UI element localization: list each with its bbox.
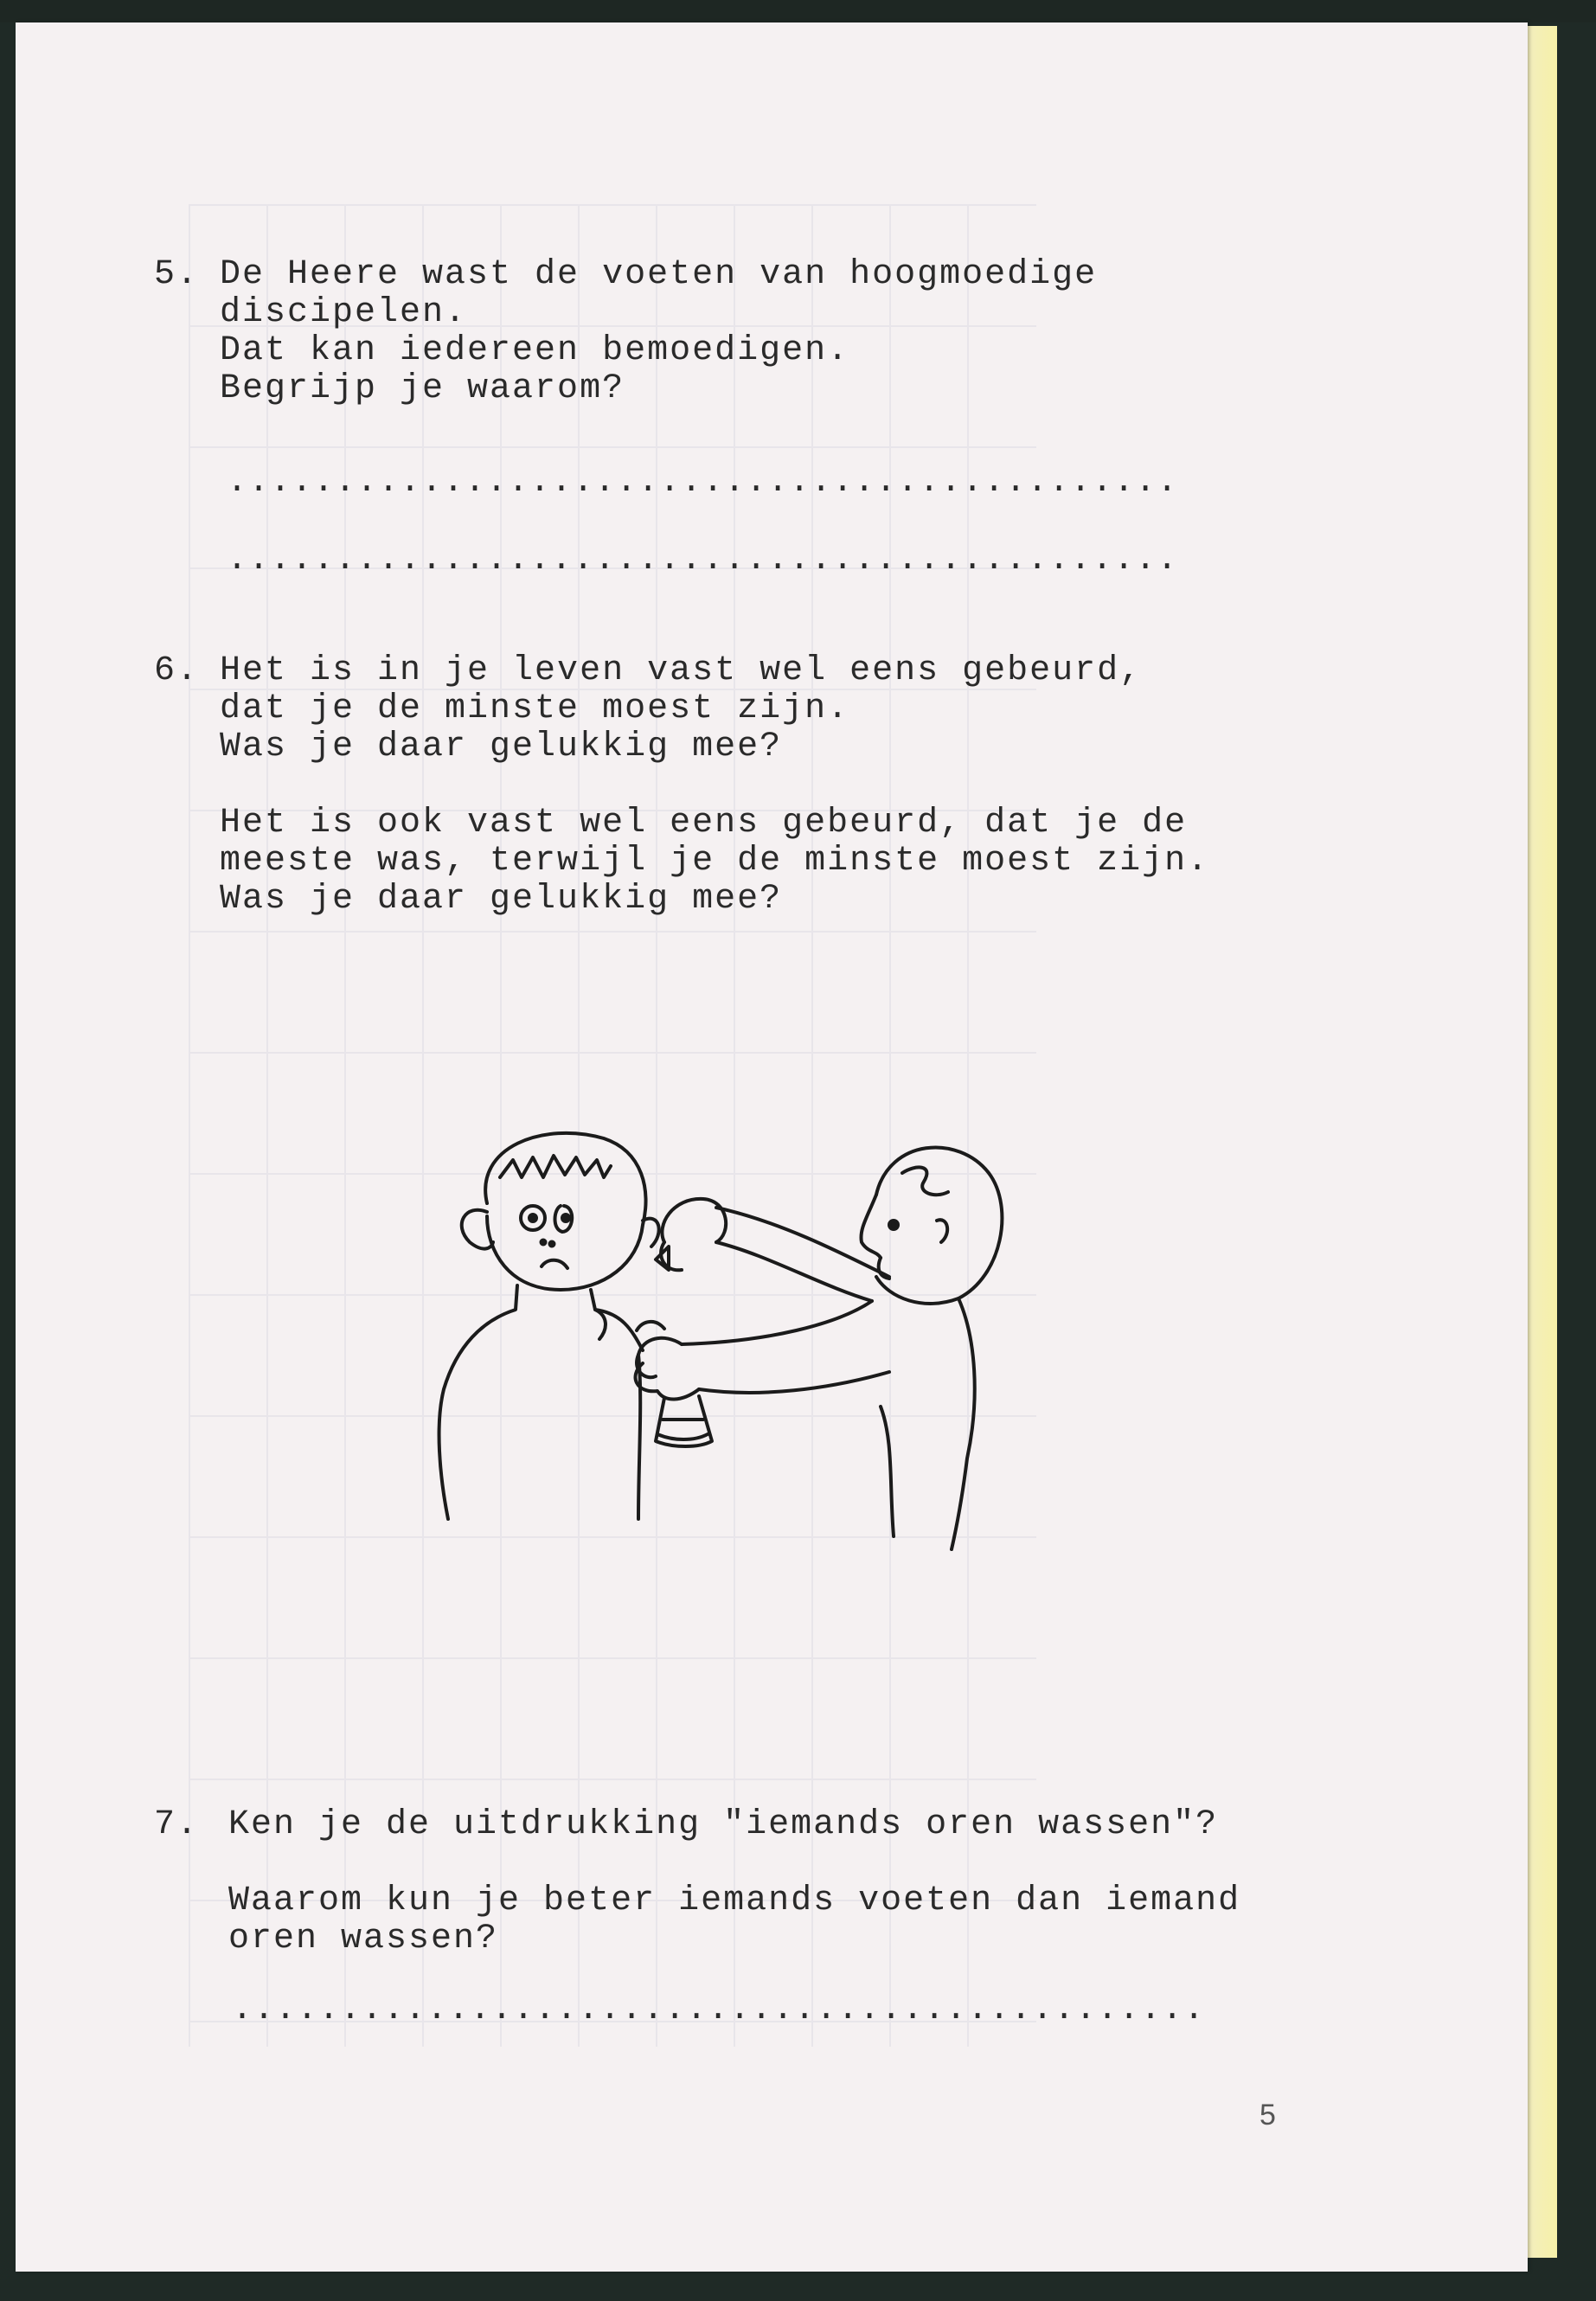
question-7-number: 7. — [154, 1805, 200, 1844]
book-binding-top — [0, 0, 1596, 22]
question-6-number: 6. — [154, 651, 200, 690]
question-5-number: 5. — [154, 255, 200, 294]
question-7-line-3: oren wassen? — [228, 1920, 499, 1958]
question-5-answer-line-2[interactable]: ............................................ — [227, 541, 1179, 580]
question-6-line-2: dat je de minste moest zijn. — [220, 689, 850, 728]
children-ear-washing-illustration — [405, 1112, 1062, 1597]
question-7-answer-line[interactable]: ............................................. — [232, 1990, 1206, 2029]
question-6-line-3: Was je daar gelukkig mee? — [220, 727, 783, 766]
question-7-line-2: Waarom kun je beter iemands voeten dan iemand — [228, 1881, 1241, 1920]
question-6-line-5: meeste was, terwijl je de minste moest zijn. — [220, 842, 1210, 881]
question-5-line-4: Begrijp je waarom? — [220, 369, 625, 408]
question-5-answer-line-1[interactable]: ............................................ — [227, 463, 1179, 502]
question-6-line-4: Het is ook vast wel eens gebeurd, dat je de — [220, 804, 1188, 843]
page-number: 5 — [1259, 2099, 1278, 2131]
page-text — [16, 22, 1528, 2272]
question-5-line-1: De Heere wast de voeten van hoogmoedige — [220, 255, 1098, 294]
question-5-line-2: discipelen. — [220, 293, 468, 332]
question-5-line-3: Dat kan iedereen bemoedigen. — [220, 331, 850, 370]
question-6-line-6: Was je daar gelukkig mee? — [220, 880, 783, 919]
document-page — [16, 22, 1528, 2272]
question-6-line-1: Het is in je leven vast wel eens gebeurd, — [220, 651, 1143, 690]
question-7-line-1: Ken je de uitdrukking "iemands oren wassen"? — [228, 1805, 1219, 1844]
